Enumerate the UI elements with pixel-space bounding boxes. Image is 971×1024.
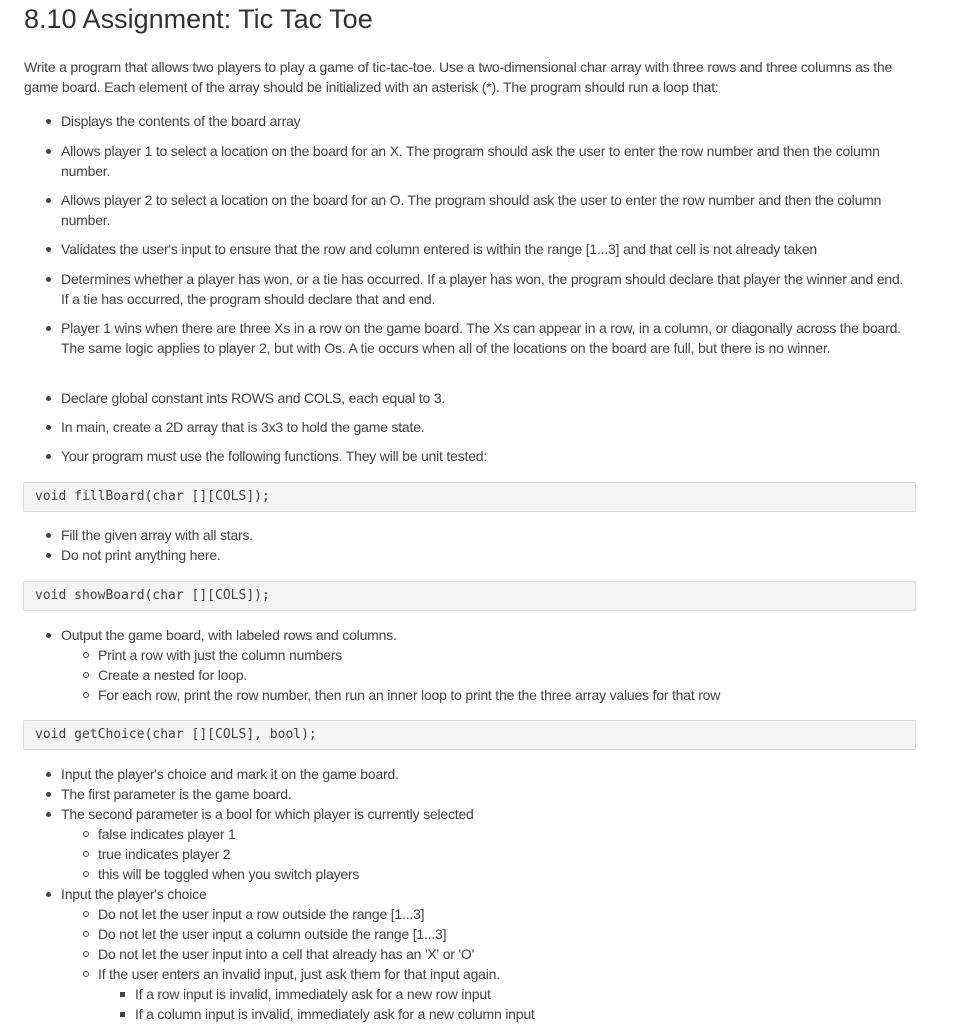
list-item: Declare global constant ints ROWS and COLS, each equal to 3. <box>61 388 911 408</box>
page-title: 8.10 Assignment: Tic Tac Toe <box>24 4 373 34</box>
list-item: Player 1 wins when there are three Xs in a row on the game board. The Xs can appear in a row, in a column, or diagonally across the board. The same logic applies to player 2, but with Os. A tie occurs when all of the locations on the board are full, but there is no winner. <box>61 318 911 358</box>
list-item: Output the game board, with labeled rows and columns. <box>61 625 911 645</box>
list-item: Allows player 1 to select a location on the board for an X. The program should ask the user to enter the row number and then the column number. <box>61 141 911 181</box>
sub-list-item: Create a nested for loop. <box>98 665 898 685</box>
sub-list-item: For each row, print the row number, then run an inner loop to print the the three array values for that row <box>98 685 898 705</box>
list-item: Allows player 2 to select a location on the board for an O. The program should ask the user to enter the row number and then the column number. <box>61 190 911 230</box>
list-item: The first parameter is the game board. <box>61 784 911 804</box>
list-item: Your program must use the following functions. They will be unit tested: <box>61 446 911 466</box>
sub-list-item: Do not let the user input a row outside the range [1...3] <box>98 904 898 924</box>
sub-sub-list-item: If a column input is invalid, immediately ask for a new column input <box>135 1004 835 1024</box>
list-item: The second parameter is a bool for which player is currently selected <box>61 804 911 824</box>
sub-list-item: Print a row with just the column numbers <box>98 645 898 665</box>
sub-list-item: false indicates player 1 <box>98 824 898 844</box>
sub-sub-list-item: If a row input is invalid, immediately ask for a new row input <box>135 984 835 1004</box>
getchoice-signature-code: void getChoice(char [][COLS], bool); <box>23 720 916 750</box>
list-item: Do not print anything here. <box>61 545 911 565</box>
fillboard-signature-code: void fillBoard(char [][COLS]); <box>23 482 916 512</box>
list-item: Input the player's choice and mark it on the game board. <box>61 764 911 784</box>
sub-list-item: Do not let the user input into a cell that already has an 'X' or 'O' <box>98 944 898 964</box>
list-item: Displays the contents of the board array <box>61 111 911 131</box>
sub-list-item: true indicates player 2 <box>98 844 898 864</box>
list-item: Determines whether a player has won, or a tie has occurred. If a player has won, the program should declare that player the winner and end. If a tie has occurred, the program should declare that and end. <box>61 269 911 309</box>
list-item: Input the player's choice <box>61 884 911 904</box>
list-item: Validates the user's input to ensure that the row and column entered is within the range [1...3] and that cell is not already taken <box>61 239 911 259</box>
showboard-signature-code: void showBoard(char [][COLS]); <box>23 581 916 611</box>
list-item: Fill the given array with all stars. <box>61 525 911 545</box>
sub-list-item: this will be toggled when you switch players <box>98 864 898 884</box>
intro-paragraph: Write a program that allows two players to play a game of tic-tac-toe. Use a two-dimensional char array with three rows and three columns as the game board. Each element of the array should be initialized with an asterisk (*). The program should run a loop that: <box>24 59 893 95</box>
sub-list-item: Do not let the user input a column outside the range [1...3] <box>98 924 898 944</box>
sub-list-item: If the user enters an invalid input, just ask them for that input again. <box>98 964 898 984</box>
list-item: In main, create a 2D array that is 3x3 to hold the game state. <box>61 417 911 437</box>
